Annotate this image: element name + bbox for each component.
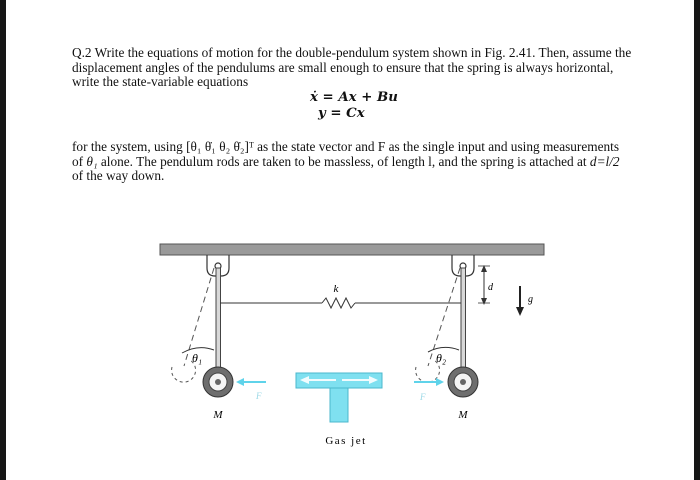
ceiling-bar xyxy=(160,244,544,255)
left-force-arrow xyxy=(236,378,266,386)
spring-position: d=l/2 xyxy=(589,153,620,169)
right-mass xyxy=(448,367,478,397)
theta2-label: θ₂ xyxy=(436,351,447,365)
gas-jet xyxy=(296,373,382,422)
g-label: g xyxy=(528,294,533,305)
gravity-arrow xyxy=(516,286,524,316)
force-right-label: F xyxy=(420,392,426,402)
spring-label: k xyxy=(333,283,339,295)
left-mass xyxy=(203,367,233,397)
spring-coil xyxy=(322,298,355,308)
left-rod xyxy=(216,268,221,373)
state-equation: ẋ = Ax + Bu xyxy=(310,90,398,105)
question-intro: Q.2 Write the equations of motion for the double-pendulum system shown in Fig. 2.41. Then, assume the displacement angles of the pendulums are small enough to ensure that the spring is always horizontal, write the state-variable equations xyxy=(72,45,632,90)
output-equation: y = Cx xyxy=(318,106,365,121)
theta1-label: θ₁ xyxy=(192,351,203,365)
para2-text-e: of the way down. xyxy=(72,168,165,184)
right-force-arrow xyxy=(414,378,444,386)
para2-text-a: for the system, using [θ xyxy=(72,139,197,154)
measured-angle: θ₁ xyxy=(86,153,98,169)
state-vector: ₁ θ̇₁ θ₂ θ̇₂]ᵀ xyxy=(196,139,254,154)
mass-left-label: M xyxy=(213,409,223,421)
right-rod xyxy=(461,268,466,373)
mass-right-label: M xyxy=(458,409,468,421)
para2-text-c: alone. The pendulum rods are taken to be massless, of length l, and the spring is attached at xyxy=(97,153,590,169)
force-left-label: F xyxy=(256,391,262,401)
d-label: d xyxy=(488,282,493,293)
para2-text-b: as the state vector and F as the single input and using measurements of xyxy=(72,139,620,169)
gas-jet-label: Gas jet xyxy=(325,435,367,447)
